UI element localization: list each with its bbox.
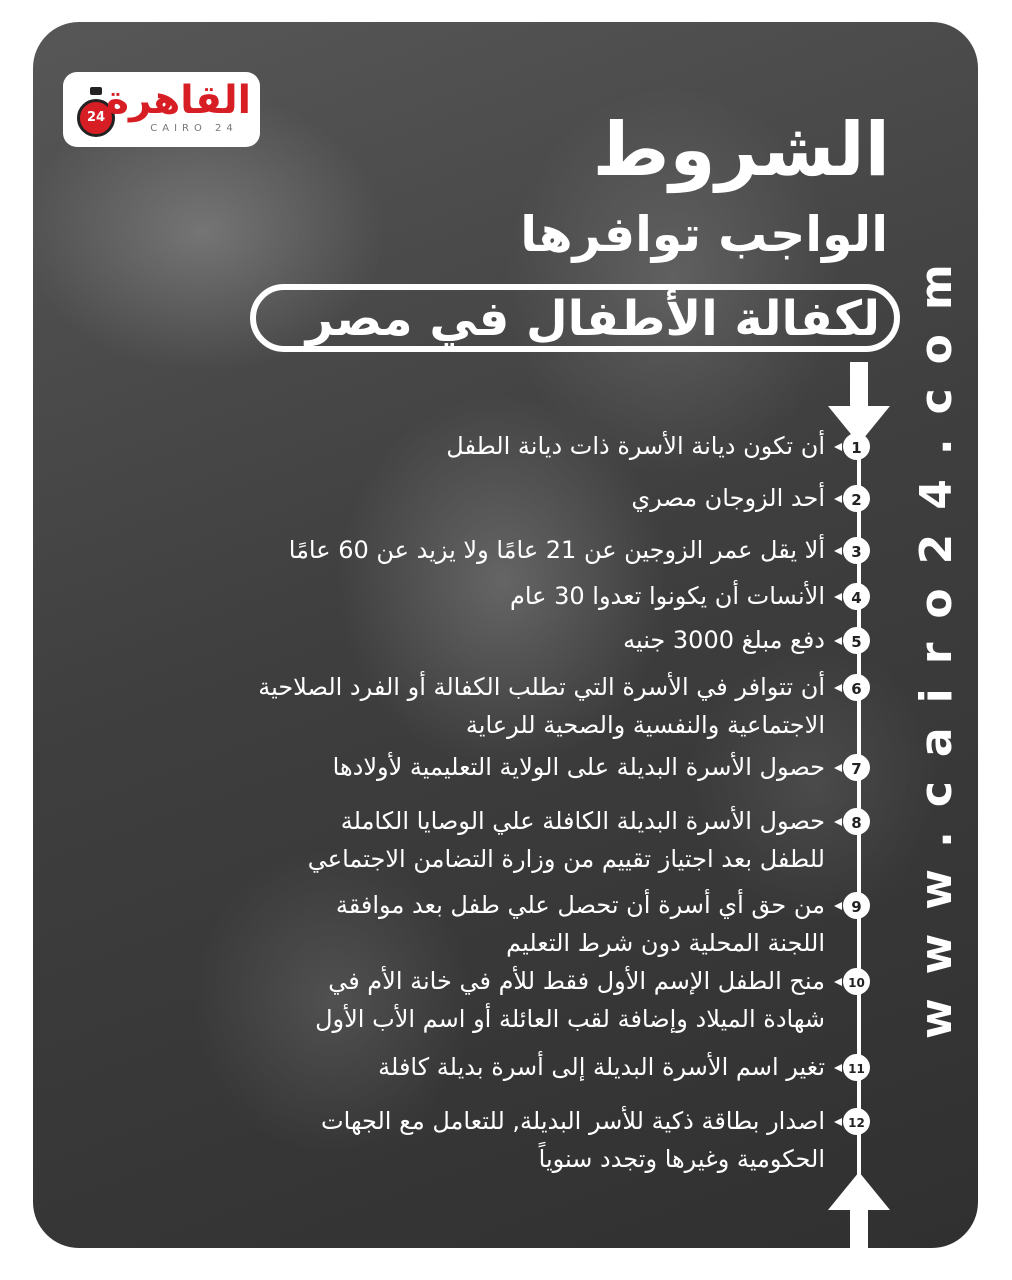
item-number-badge: 12 <box>843 1108 870 1135</box>
list-item-text: للطفل بعد اجتياز تقييم من وزارة التضامن الاجتماعي <box>307 845 825 873</box>
item-number-badge: 9 <box>843 892 870 919</box>
list-item-text: تغير اسم الأسرة البديلة إلى أسرة بديلة كافلة <box>378 1053 825 1081</box>
logo-wordmark: القاهرة <box>105 78 251 123</box>
item-number-badge: 11 <box>843 1054 870 1081</box>
list-item-text: من حق أي أسرة أن تحصل علي طفل بعد موافقة <box>335 891 825 919</box>
list-item-text: ألا يقل عمر الزوجين عن 21 عامًا ولا يزيد عن 60 عامًا <box>288 536 825 564</box>
website-vertical-text: www.cairo24.com <box>911 240 962 1040</box>
pointer-arrow-icon <box>834 593 842 601</box>
logo-subtitle: CAIRO 24 <box>150 123 238 134</box>
title-line-1: الشروط <box>592 107 890 193</box>
item-number-badge: 1 <box>843 433 870 460</box>
item-number-badge: 6 <box>843 674 870 701</box>
item-number-badge: 10 <box>843 968 870 995</box>
list-item-text: اللجنة المحلية دون شرط التعليم <box>506 929 825 957</box>
stopwatch-icon: 24 <box>77 99 115 137</box>
list-item-text: اصدار بطاقة ذكية للأسر البديلة, للتعامل مع الجهات <box>321 1107 825 1135</box>
item-number-badge: 8 <box>843 808 870 835</box>
pointer-arrow-icon <box>834 443 842 451</box>
stopwatch-stem <box>90 87 102 95</box>
list-item-text: حصول الأسرة البديلة الكافلة علي الوصايا الكاملة <box>340 807 825 835</box>
list-item-text: أن تكون ديانة الأسرة ذات ديانة الطفل <box>446 432 825 460</box>
cairo24-logo <box>63 72 260 147</box>
item-number-badge: 5 <box>843 627 870 654</box>
pointer-arrow-icon <box>834 637 842 645</box>
pointer-arrow-icon <box>834 684 842 692</box>
item-number-badge: 7 <box>843 754 870 781</box>
list-item-text: شهادة الميلاد وإضافة لقب العائلة أو اسم الأب الأول <box>315 1005 825 1033</box>
pointer-arrow-icon <box>834 495 842 503</box>
list-item-text: الحكومية وغيرها وتجدد سنوياً <box>538 1145 825 1173</box>
pointer-arrow-icon <box>834 902 842 910</box>
list-item-text: دفع مبلغ 3000 جنيه <box>623 626 825 654</box>
item-number-badge: 3 <box>843 537 870 564</box>
arrow-up-icon <box>828 1172 890 1248</box>
title-line-2: الواجب توافرها <box>520 206 888 263</box>
list-item-text: أن تتوافر في الأسرة التي تطلب الكفالة أو الفرد الصلاحية <box>258 673 825 701</box>
list-item-text: الاجتماعية والنفسية والصحية للرعاية <box>465 711 825 739</box>
list-item-text: حصول الأسرة البديلة على الولاية التعليمية لأولادها <box>332 753 825 781</box>
pointer-arrow-icon <box>834 818 842 826</box>
pointer-arrow-icon <box>834 1064 842 1072</box>
item-number-badge: 2 <box>843 485 870 512</box>
item-number-badge: 4 <box>843 583 870 610</box>
pointer-arrow-icon <box>834 764 842 772</box>
list-item-text: أحد الزوجان مصري <box>631 484 825 512</box>
list-item-text: الأنسات أن يكونوا تعدوا 30 عام <box>509 582 825 610</box>
title-line-3: لكفالة الأطفال في مصر <box>305 291 880 347</box>
list-item-text: منح الطفل الإسم الأول فقط للأم في خانة الأم في <box>328 967 825 995</box>
pointer-arrow-icon <box>834 1118 842 1126</box>
pointer-arrow-icon <box>834 547 842 555</box>
title-pill <box>250 284 900 352</box>
infographic-card <box>33 22 978 1248</box>
pointer-arrow-icon <box>834 978 842 986</box>
arrow-down-icon <box>828 362 890 444</box>
